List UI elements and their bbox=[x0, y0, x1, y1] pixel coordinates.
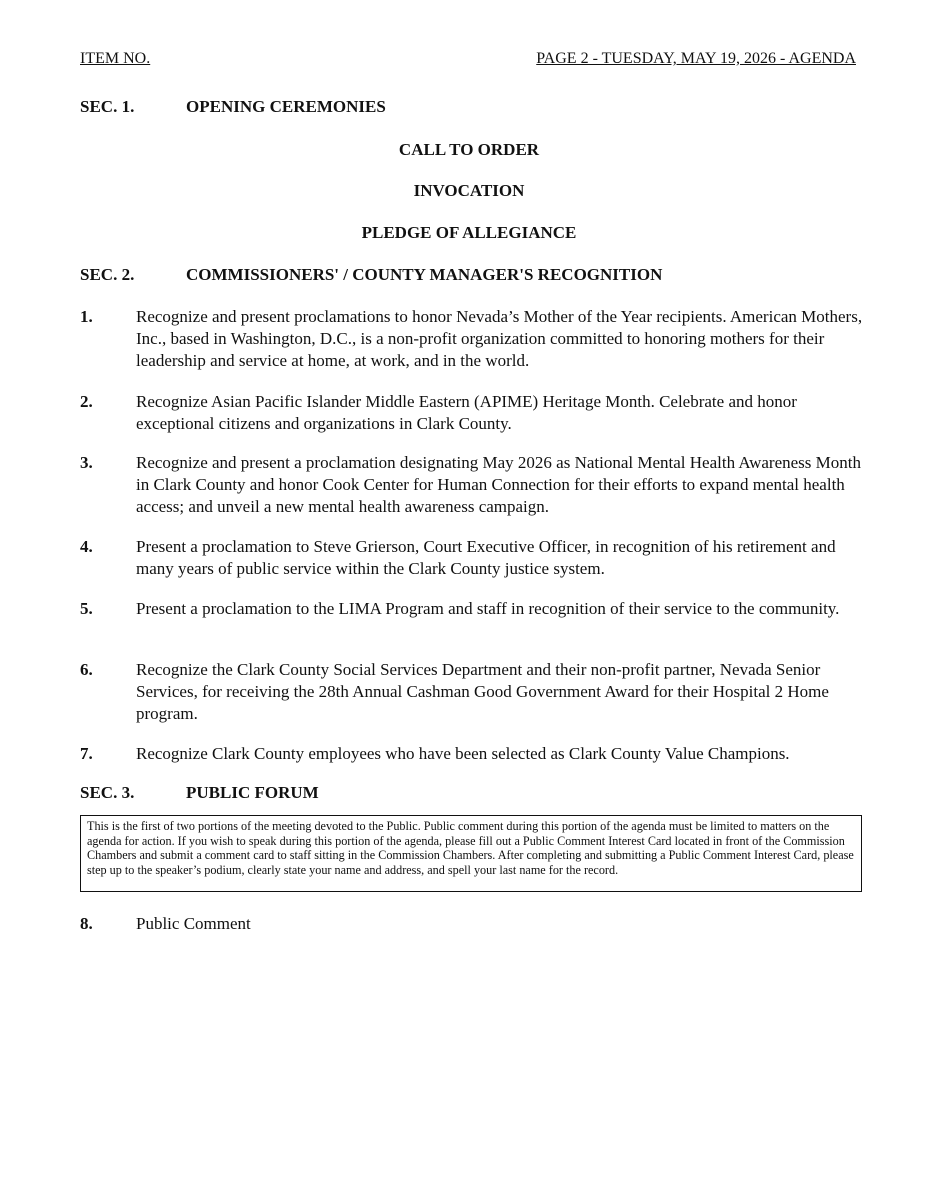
call-to-order: CALL TO ORDER bbox=[398, 140, 540, 159]
section-3-heading bbox=[80, 783, 319, 803]
header-item-no: ITEM NO. bbox=[80, 50, 151, 67]
agenda-item-8 bbox=[80, 913, 870, 935]
pledge-of-allegiance: PLEDGE OF ALLEGIANCE bbox=[361, 223, 577, 242]
item-number: 1. bbox=[80, 307, 93, 326]
item-text: Recognize Clark County employees who have been selected as Clark County Value Champions. bbox=[136, 744, 790, 763]
item-text: Public Comment bbox=[136, 914, 251, 933]
agenda-item-1 bbox=[80, 306, 870, 372]
invocation: INVOCATION bbox=[413, 181, 525, 200]
agenda-item-7 bbox=[80, 743, 870, 765]
item-number: 5. bbox=[80, 599, 93, 618]
item-text: Recognize and present a proclamation designating May 2026 as National Mental Health Awareness Month in Clark County and honor Cook Center for Human Connection for their efforts to expand mental health access; and unveil a new mental health awareness campaign. bbox=[136, 453, 861, 516]
agenda-item-3 bbox=[80, 452, 870, 518]
item-text: Present a proclamation to Steve Grierson, Court Executive Officer, in recognition of his retirement and many years of public service within the Clark County justice system. bbox=[136, 537, 836, 578]
item-text: Present a proclamation to the LIMA Program and staff in recognition of their service to the community. bbox=[136, 599, 840, 618]
item-number: 8. bbox=[80, 914, 93, 933]
agenda-item-6 bbox=[80, 659, 870, 725]
section-3-title: PUBLIC FORUM bbox=[186, 783, 319, 802]
section-3-number: SEC. 3. bbox=[80, 783, 135, 802]
section-2-number: SEC. 2. bbox=[80, 265, 135, 284]
header-page-date: PAGE 2 - TUESDAY, MAY 19, 2026 - AGENDA bbox=[536, 50, 856, 67]
item-number: 2. bbox=[80, 392, 93, 411]
item-number: 6. bbox=[80, 660, 93, 679]
section-1-heading bbox=[80, 97, 386, 117]
agenda-item-2 bbox=[80, 391, 870, 435]
section-1-number: SEC. 1. bbox=[80, 97, 135, 116]
section-2-heading bbox=[80, 265, 662, 285]
agenda-item-5 bbox=[80, 598, 870, 620]
item-number: 7. bbox=[80, 744, 93, 763]
section-1-title: OPENING CEREMONIES bbox=[186, 97, 386, 116]
section-2-title: COMMISSIONERS' / COUNTY MANAGER'S RECOGNITION bbox=[186, 265, 663, 284]
item-text: Recognize the Clark County Social Services Department and their non-profit partner, Nevada Senior Services, for receiving the 28th Annual Cashman Good Government Award for their Hospital 2 Home program. bbox=[136, 660, 829, 723]
item-text: Recognize Asian Pacific Islander Middle Eastern (APIME) Heritage Month. Celebrate and honor exceptional citizens and organizations in Clark County. bbox=[136, 392, 797, 433]
item-text: Recognize and present proclamations to honor Nevada’s Mother of the Year recipients. American Mothers, Inc., based in Washington, D.C., is a non-profit organization committed to honoring mothers for their leadership and service at home, at work, and in the world. bbox=[136, 307, 863, 370]
item-number: 4. bbox=[80, 537, 93, 556]
agenda-item-4 bbox=[80, 536, 870, 580]
item-number: 3. bbox=[80, 453, 93, 472]
public-forum-notice: This is the first of two portions of the meeting devoted to the Public. Public comment during this portion of the agenda must be limited to matters on the agenda for action. If you wish to speak during this portion of the agenda, please fill out a Public Comment Interest Card located in front of the Commission Chambers and submit a comment card to staff sitting in the Commission Chambers. After completing and submitting a Public Comment Interest Card, please step up to the speaker’s podium, clearly state your name and address, and spell your last name for the record. bbox=[80, 815, 862, 892]
